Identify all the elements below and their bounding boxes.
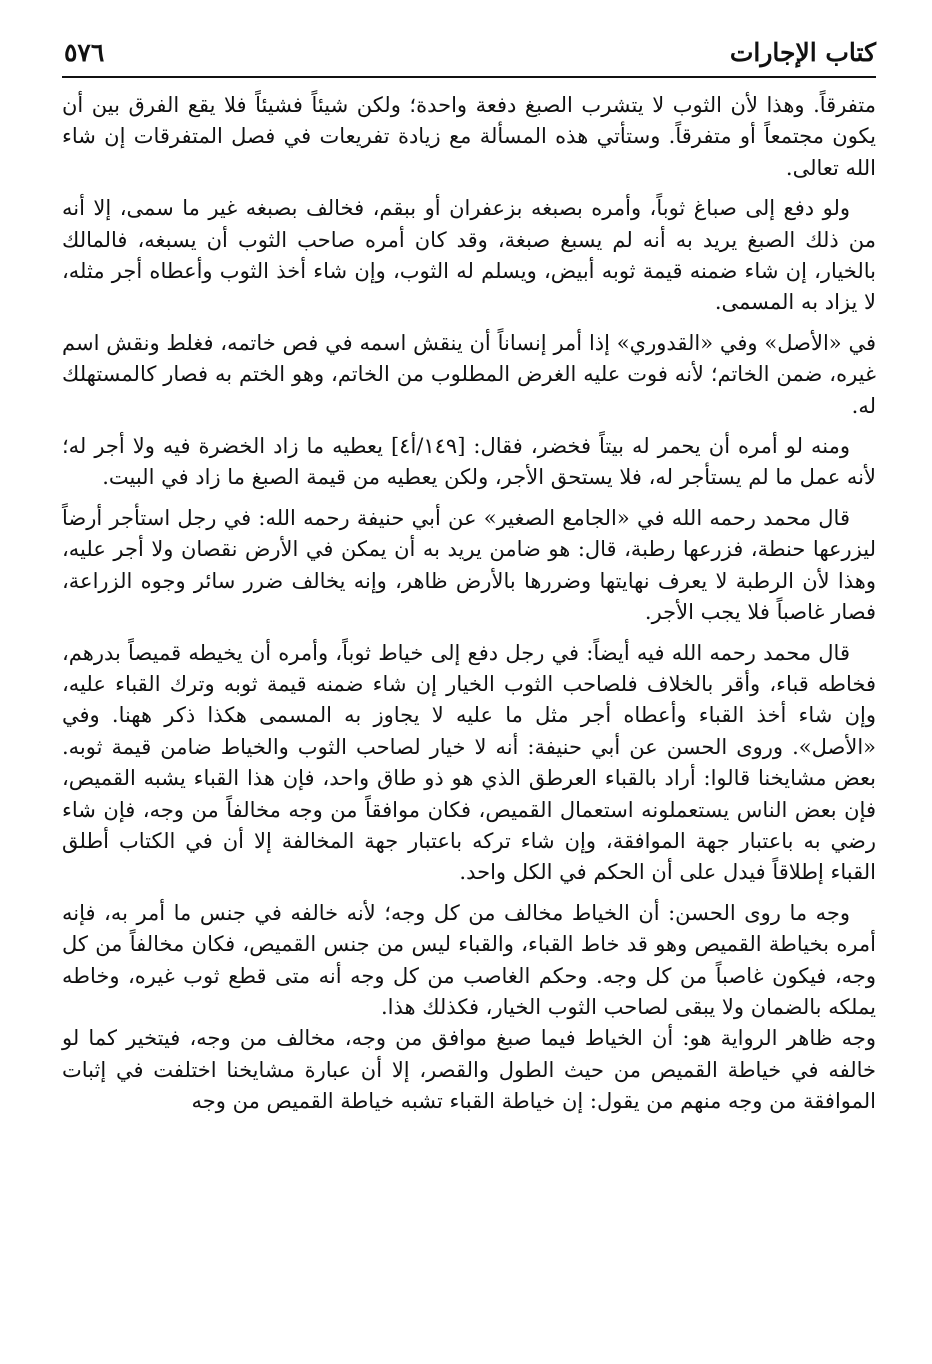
paragraph-6: قال محمد رحمه الله فيه أيضاً: في رجل دفع إلى خياط ثوباً، وأمره أن يخيطه قميصاً بدرهم، فخاطه قباء، وأقر بالخلاف فلصاحب الثوب الخيار إن شاء ضمنه قيمة ثوبه وترك القباء عليه، وإن شاء أخذ القباء وأعطاه أجر مثل ما عليه لا يجاوز به المسمى هكذا ذكر ههنا. وفي «الأصل». وروى الحسن عن أبي حنيفة: أنه لا خيار لصاحب الثوب والخياط ضامن قيمة ثوبه. بعض مشايخنا قالوا: أراد بالقباء العرطق الذي هو ذو طاق واحد، فإن هذا القباء يشبه القميص، فإن بعض الناس يستعملونه استعمال القميص، فكان موافقاً من وجه مخالفاً من وجه، فإن شاء رضي به باعتبار جهة الموافقة، وإن شاء تركه باعتبار جهة المخالفة إلا أن في الكتاب أطلق القباء إطلاقاً فيدل على أن الحكم في الكل واحد. <box>62 640 876 885</box>
paragraph-7: وجه ما روى الحسن: أن الخياط مخالف من كل وجه؛ لأنه خالفه في جنس ما أمر به، فإنه أمره بخياطة القميص وهو قد خاط القباء، والقباء ليس من جنس القميص، فكان مخالفاً من كل وجه، فيكون غاصباً من كل وجه. وحكم الغاصب من كل وجه أنه متى قطع ثوب غيره، وخاطه يملكه بالضمان ولا يبقى لصاحب الثوب الخيار، فكذلك هذا. <box>62 900 876 1019</box>
paragraph-5: قال محمد رحمه الله في «الجامع الصغير» عن أبي حنيفة رحمه الله: في رجل استأجر أرضاً ليزرعها حنطة، فزرعها رطبة، قال: هو ضامن يريد به أن يمكن في الأرض نقصان ولا أجر عليه، وهذا لأن الرطبة لا يعرف نهايتها وضررها بالأرض ظاهر، وإنه يخالف ضرر سائر وجوه الزراعة، فصار غاصباً فلا يجب الأجر. <box>62 505 876 625</box>
page-header <box>62 34 876 78</box>
body-text <box>62 90 876 1118</box>
running-title: كتاب الإجارات <box>729 38 876 67</box>
paragraph-3: في «الأصل» وفي «القدوري» إذا أمر إنساناً أن ينقش اسمه في فص خاتمه، فغلط ونقش اسم غيره، ضمن الخاتم؛ لأنه فوت عليه الغرض المطلوب من الخاتم، وهو الختم به فصار كالمستهلك له. <box>62 330 876 418</box>
page-number: ٥٧٦ <box>64 38 105 67</box>
paragraph-2: ولو دفع إلى صباغ ثوباً، وأمره بصبغه بزعفران أو ببقم، فخالف بصبغه غير ما سمى، إلا أنه من ذلك الصبغ يريد به أنه لم يسبغ صبغة، وقد كان أمره صاحب الثوب أن يسبغه، فالمالك بالخيار، إن شاء ضمنه قيمة ثوبه أبيض، ويسلم له الثوب، وإن شاء أخذ الثوب وأعطاه أجر مثله، لا يزاد به المسمى. <box>62 196 876 315</box>
paragraph-8: وجه ظاهر الرواية هو: أن الخياط فيما صبغ موافق من وجه، مخالف من وجه، فيتخير كما لو خالفه في خياطة القميص من حيث الطول والقصر، إلا أن عبارة مشايخنا اختلفت في إثبات الموافقة من وجه منهم من يقول: إن خياطة القباء تشبه خياطة القميص من وجه <box>62 1026 876 1114</box>
paragraph-1: متفرقاً. وهذا لأن الثوب لا يتشرب الصبغ دفعة واحدة؛ ولكن شيئاً فشيئاً فلا يقع الفرق بين أن يكون مجتمعاً أو متفرقاً. وستأتي هذه المسألة مع زيادة تفريعات في فصل المتفرقات إن شاء الله تعالى. <box>62 93 876 180</box>
paragraph-4: ومنه لو أمره أن يحمر له بيتاً فخضر، فقال: [١٤٩/أ٤] يعطيه ما زاد الخضرة فيه ولا أجر له؛ لأنه عمل ما لم يستأجر له، فلا يستحق الأجر، ولكن يعطيه من قيمة الصبغ ما زاد في البيت. <box>62 434 876 490</box>
